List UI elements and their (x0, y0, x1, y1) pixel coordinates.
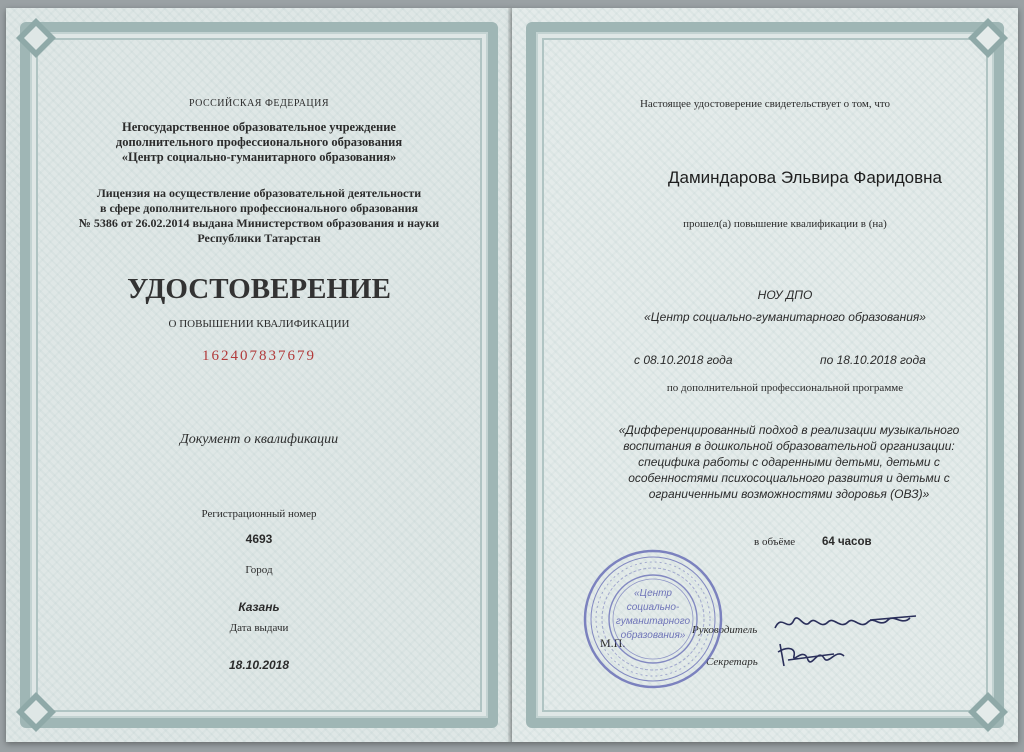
left-page (6, 8, 512, 742)
stamp-text: гуманитарного (615, 616, 691, 627)
program-line: особенностями психосоциального развития и детьми с (628, 471, 950, 485)
secretary-signature (774, 638, 854, 672)
license-block (6, 186, 512, 246)
date-to: по 18.10.2018 года (820, 353, 926, 367)
issue-date-label: Дата выдачи (229, 622, 289, 634)
stamp-text: социально- (626, 602, 680, 613)
registration-number: 4693 (245, 532, 273, 546)
program-line: воспитания в дошкольной образовательной организации: (623, 439, 955, 453)
org-line: дополнительного профессионального образования (115, 135, 403, 149)
intro-text: Настоящее удостоверение свидетельствует о том, что (639, 98, 891, 110)
license-line: № 5386 от 26.02.2014 выдана Министерством образования и науки (78, 216, 440, 230)
document-type: Документ о квалификации (179, 432, 339, 447)
head-signature (770, 608, 920, 638)
official-stamp (582, 548, 724, 690)
holder-name: Даминдарова Эльвира Фаридовна (667, 168, 942, 187)
stamp-text: образования» (620, 630, 686, 641)
document-number: 162407837679 (202, 348, 316, 364)
city-label: Город (245, 564, 273, 576)
stamp-text: «Центр (634, 588, 672, 599)
document-title: УДОСТОВЕРЕНИЕ (127, 273, 391, 305)
registration-label: Регистрационный номер (201, 508, 317, 520)
passed-text: прошел(а) повышение квалификации в (на) (683, 218, 887, 230)
secretary-label: Секретарь (706, 656, 758, 668)
date-from: с 08.10.2018 года (634, 353, 733, 367)
org-full: «Центр социально-гуманитарного образования» (644, 310, 926, 324)
country-label: РОССИЙСКАЯ ФЕДЕРАЦИЯ (188, 98, 330, 109)
program-line: ограниченными возможностями здоровья (ОВЗ)» (648, 487, 930, 501)
org-short: НОУ ДПО (757, 288, 813, 302)
org-line: «Центр социально-гуманитарного образования» (121, 150, 397, 164)
corner-ornament (14, 16, 58, 60)
org-line: Негосударственное образовательное учреждение (122, 120, 396, 134)
seal-place-label: М.П. (600, 636, 626, 650)
program-line: специфика работы с одаренными детьми, детьми с (638, 455, 940, 469)
corner-ornament (966, 16, 1010, 60)
organization-block (6, 120, 512, 165)
document-subtitle: О ПОВЫШЕНИИ КВАЛИФИКАЦИИ (168, 318, 350, 330)
corner-ornament (14, 690, 58, 734)
license-line: Республики Татарстан (197, 231, 321, 245)
volume-label: в объёме (754, 536, 796, 548)
issue-date-value: 18.10.2018 (228, 658, 290, 672)
city-value: Казань (238, 600, 280, 614)
program-title (536, 422, 1018, 502)
corner-ornament (966, 690, 1010, 734)
license-line: в сфере дополнительного профессионального образования (99, 201, 419, 215)
license-line: Лицензия на осуществление образовательной деятельности (96, 186, 422, 200)
volume-value: 64 часов (822, 536, 872, 548)
program-label: по дополнительной профессиональной программе (666, 382, 904, 394)
program-line: «Дифференцированный подход в реализации музыкального (618, 423, 960, 437)
head-label: Руководитель (692, 624, 758, 636)
